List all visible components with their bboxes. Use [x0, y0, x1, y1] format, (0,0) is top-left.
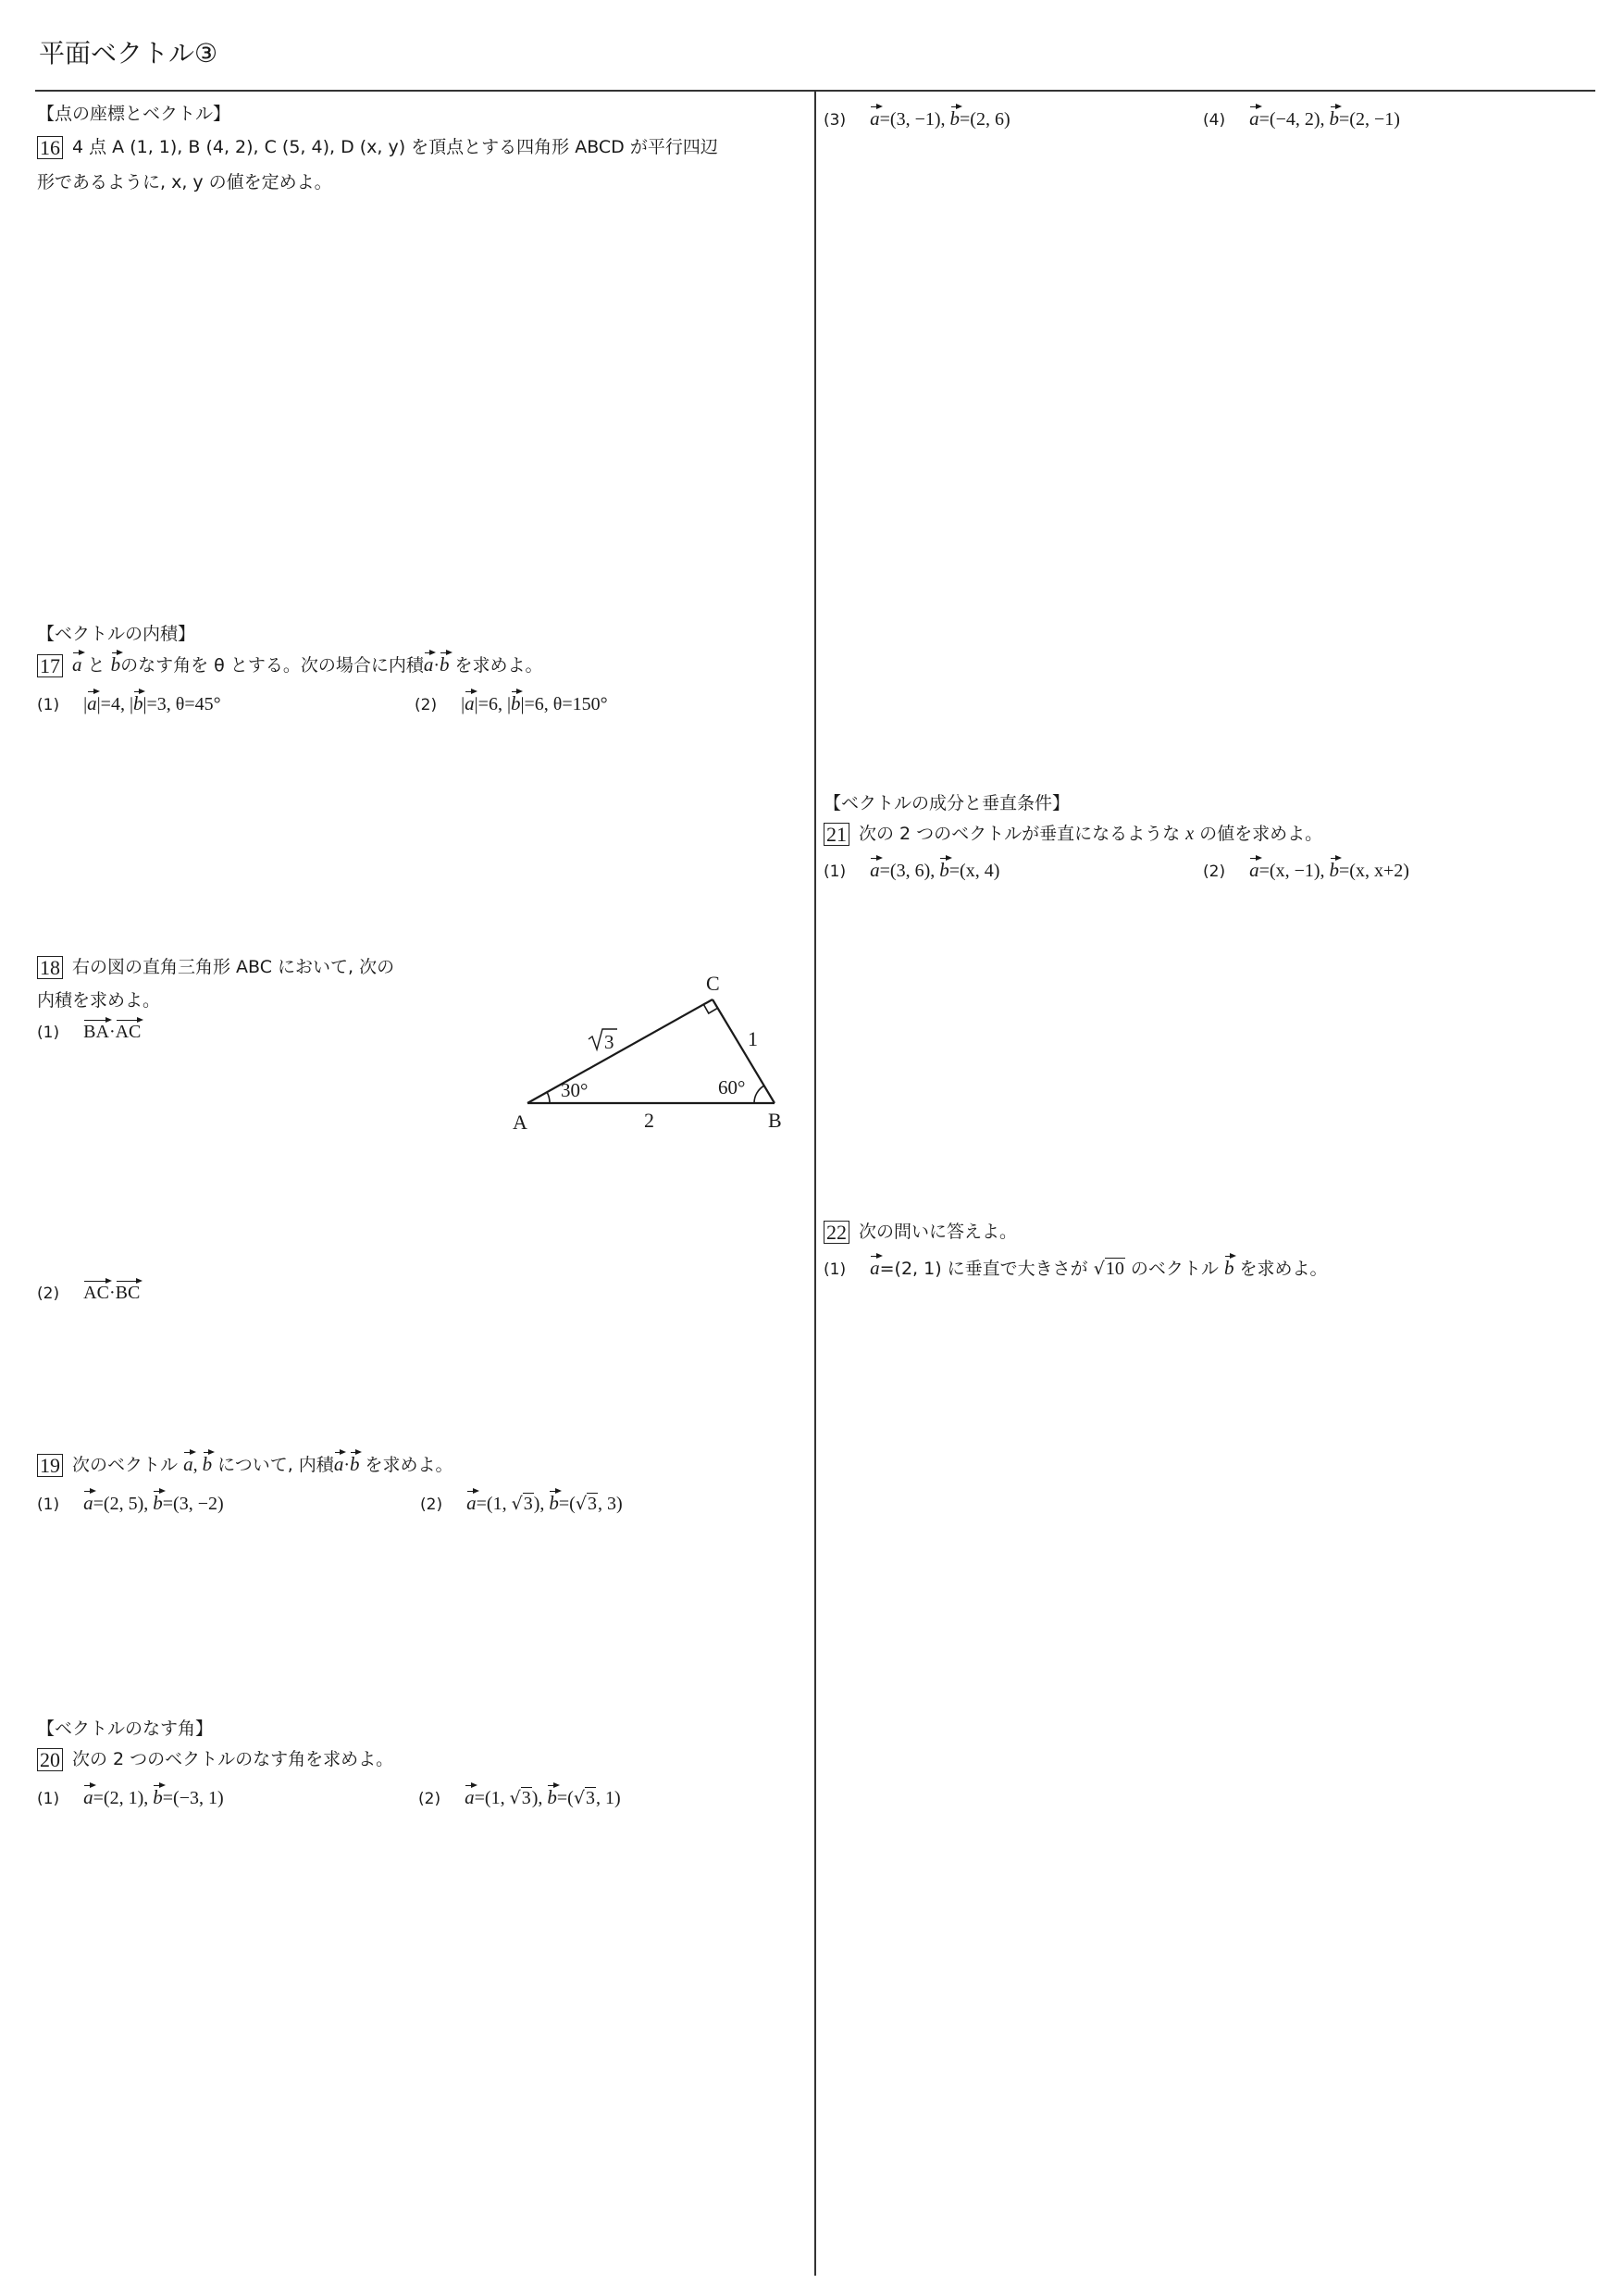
vector-a: a	[423, 653, 434, 676]
vector-b: b	[547, 1786, 557, 1808]
vector-a: a	[333, 1453, 344, 1475]
part-label: (1)	[37, 1024, 60, 1042]
question-20	[37, 1745, 393, 1771]
sqrt: √3	[511, 1494, 533, 1514]
question-text: 右の図の直角三角形 ABC において, 次の	[72, 957, 395, 977]
question-text: と	[87, 655, 105, 676]
question-17	[37, 652, 543, 677]
question-21-part-2: (2) a=(x, −1), b=(x, x+2)	[1203, 859, 1409, 881]
vector-AC: AC	[115, 1022, 142, 1042]
side-ac	[527, 999, 713, 1103]
part-text-2: =6, θ=150°	[524, 694, 608, 714]
vector-b: b	[153, 1786, 163, 1808]
vertex-c-label: C	[706, 972, 720, 995]
angle-b-label: 60°	[718, 1076, 746, 1098]
part-text-2: =3, θ=45°	[146, 694, 221, 714]
question-text: 次の 2 つのベクトルが垂直になるような	[859, 824, 1181, 844]
vector-BA: BA	[83, 1022, 109, 1042]
question-number: 19	[37, 1454, 63, 1477]
vector-b: b	[202, 1453, 213, 1475]
side-bc-length: 1	[748, 1027, 758, 1050]
dot-symbol: ·	[343, 1455, 350, 1475]
part-label: (1)	[37, 1790, 60, 1808]
vector-b: b	[349, 1453, 360, 1475]
question-21-part-1: (1) a=(3, 6), b=(x, 4)	[824, 859, 1000, 881]
angle-a-arc	[547, 1092, 550, 1103]
question-22-part-1: (1) a=(2, 1) に垂直で大きさが √10 のベクトル b を求めよ。	[824, 1257, 1328, 1279]
side-ac-length	[589, 1029, 617, 1053]
question-16	[37, 133, 718, 159]
vector-b: b	[949, 107, 961, 130]
sqrt: √10	[1093, 1259, 1124, 1279]
vector-b: b	[549, 1492, 559, 1514]
section-heading-perpendicular: 【ベクトルの成分と垂直条件】	[824, 793, 1071, 813]
question-19: 19 次のベクトル a, b について, 内積a·b を求めよ。	[37, 1451, 453, 1477]
part-label: (2)	[37, 1285, 60, 1303]
vector-a: a	[87, 692, 97, 714]
part-text: =4,	[100, 694, 130, 714]
part-label: (1)	[824, 1260, 847, 1279]
question-number: 17	[37, 654, 63, 677]
column-divider	[814, 92, 816, 2276]
question-20-part-1: (1) a=(2, 1), b=(−3, 1)	[37, 1786, 224, 1808]
vector-a: a	[72, 653, 82, 676]
question-number: 16	[37, 136, 63, 159]
part-label: (3)	[824, 111, 847, 130]
section-heading-inner-product: 【ベクトルの内積】	[37, 624, 196, 644]
section-heading-coordinates: 【点の座標とベクトル】	[37, 104, 231, 124]
vector-b: b	[440, 653, 450, 676]
vector-b: b	[110, 653, 121, 676]
vector-b: b	[510, 692, 521, 714]
dot-symbol: ·	[433, 655, 440, 676]
question-number: 20	[37, 1748, 63, 1771]
vector-BC: BC	[115, 1283, 141, 1303]
part-text: =6,	[477, 694, 507, 714]
question-number: 18	[37, 956, 63, 979]
part-label: (4)	[1203, 111, 1226, 130]
question-text-2: のなす角を θ とする。次の場合に内積	[120, 655, 424, 676]
part-label: (2)	[415, 696, 438, 714]
vector-b: b	[939, 859, 949, 881]
radicand: 3	[604, 1031, 614, 1053]
angle-a-label: 30°	[561, 1079, 589, 1101]
question-19-part-2: (2) a=(1, √3), b=(√3, 3)	[420, 1492, 623, 1514]
vector-a: a	[870, 107, 880, 130]
question-16-line2: 形であるように, x, y の値を定めよ。	[37, 172, 332, 192]
vertex-a-label: A	[513, 1111, 527, 1134]
question-20-part-3: (3) a=(3, −1), b=(2, 6)	[824, 107, 1010, 130]
question-text: 次の問いに答えよ。	[859, 1222, 1018, 1242]
vector-a: a	[83, 1492, 93, 1514]
vector-a: a	[1249, 107, 1259, 130]
vector-b: b	[1223, 1257, 1234, 1279]
question-19-part-1: (1) a=(2, 5), b=(3, −2)	[37, 1492, 224, 1514]
question-20-part-4: (4) a=(−4, 2), b=(2, −1)	[1203, 107, 1400, 130]
vector-a: a	[466, 1492, 477, 1514]
vector-a: a	[83, 1786, 93, 1808]
vertex-b-label: B	[768, 1109, 782, 1132]
part-label: (2)	[1203, 863, 1226, 881]
section-heading-angle: 【ベクトルのなす角】	[37, 1719, 214, 1739]
vector-AC: AC	[83, 1283, 109, 1303]
part-label: (2)	[420, 1496, 443, 1514]
right-triangle-figure	[509, 962, 805, 1138]
vector-b: b	[1329, 859, 1340, 881]
vector-b: b	[1329, 107, 1340, 130]
side-ab-length: 2	[644, 1109, 654, 1132]
dot-symbol: ·	[108, 1283, 116, 1303]
question-17-part-2: (2) |a|=6, |b|=6, θ=150°	[415, 692, 608, 714]
vector-b: b	[132, 692, 143, 714]
part-label: (2)	[418, 1790, 441, 1808]
vector-a: a	[183, 1453, 193, 1475]
sqrt: √3	[509, 1788, 531, 1808]
question-20-part-2: (2) a=(1, √3), b=(√3, 1)	[418, 1786, 621, 1808]
part-label: (1)	[824, 863, 847, 881]
question-text-2: の値を求めよ。	[1199, 824, 1323, 844]
question-21	[824, 820, 1322, 846]
vector-a: a	[1249, 859, 1259, 881]
vector-a: a	[870, 859, 880, 881]
question-text-3: を求めよ。	[454, 655, 543, 676]
question-text-3: を求めよ。	[365, 1455, 453, 1475]
question-18-line2: 内積を求めよ。	[37, 990, 161, 1011]
question-text-2: について, 内積	[217, 1455, 334, 1475]
variable-x: x	[1185, 824, 1195, 844]
vector-a: a	[870, 1257, 880, 1279]
page-title: 平面ベクトル③	[39, 38, 218, 68]
question-18	[37, 953, 394, 979]
question-number: 21	[824, 823, 849, 846]
vector-b: b	[153, 1492, 163, 1514]
part-label: (1)	[37, 1496, 60, 1514]
part-label: (1)	[37, 696, 60, 714]
question-text: 4 点 A (1, 1), B (4, 2), C (5, 4), D (x, y) を頂点とする四角形 ABCD が平行四辺	[72, 137, 718, 157]
sqrt: √3	[575, 1494, 597, 1514]
question-22	[824, 1218, 1017, 1244]
question-18-part-1	[37, 1022, 141, 1043]
question-text: 次の 2 つのベクトルのなす角を求めよ。	[72, 1749, 394, 1769]
question-18-part-2	[37, 1283, 140, 1304]
question-17-part-1: (1) |a|=4, |b|=3, θ=45°	[37, 692, 221, 714]
vector-a: a	[465, 1786, 475, 1808]
dot-symbol: ·	[108, 1022, 116, 1042]
question-number: 22	[824, 1221, 849, 1244]
angle-b-arc	[754, 1086, 764, 1103]
question-text: 次のベクトル	[72, 1455, 179, 1475]
vector-a: a	[465, 692, 475, 714]
sqrt: √3	[573, 1788, 595, 1808]
